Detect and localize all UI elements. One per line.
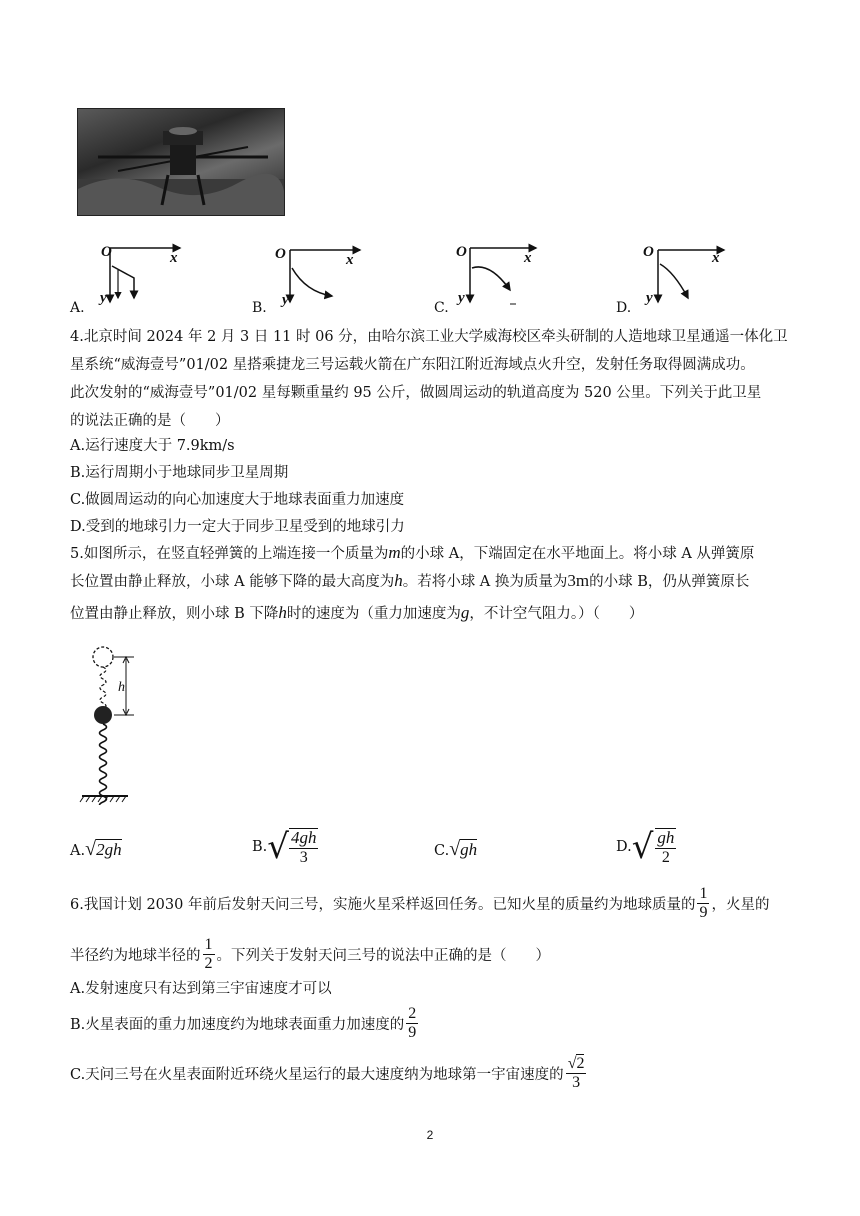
q5-text: 5.如图所示，在竖直轻弹簧的上端连接一个质量为 bbox=[70, 546, 389, 562]
q5-option-c[interactable] bbox=[434, 838, 477, 861]
graph-c-x: x bbox=[524, 250, 532, 266]
option-label: A. bbox=[70, 843, 86, 859]
graph-d-origin: O bbox=[643, 244, 654, 260]
spring-height-label: h bbox=[118, 680, 125, 695]
frac-den: 9 bbox=[699, 903, 708, 921]
q5-option-a-expr: 2gh bbox=[96, 840, 122, 859]
q3-option-d[interactable]: D. bbox=[616, 300, 632, 316]
frac-num bbox=[566, 1055, 587, 1074]
q4-option-c[interactable]: C.做圆周运动的向心加速度大于地球表面重力加速度 bbox=[70, 492, 405, 508]
q6-option-b-text: B.火星表面的重力加速度约为地球表面重力加速度的 bbox=[70, 1016, 405, 1033]
q5-option-c-expr: gh bbox=[460, 840, 478, 859]
graph-b-x: x bbox=[346, 252, 354, 268]
q6-option-a[interactable]: A.发射速度只有达到第三宇宙速度才可以 bbox=[70, 981, 332, 997]
q5-stem-line-3 bbox=[70, 602, 643, 623]
frac-den: 3 bbox=[299, 848, 308, 866]
q4-stem-line-2: 星系统“威海壹号”01/02 星搭乘捷龙三号运载火箭在广东阳江附近海域点火升空，发射任务取得圆满成功。 bbox=[70, 357, 755, 373]
frac-den: 2 bbox=[661, 848, 670, 866]
q6-text: 6.我国计划 2030 年前后发射天问三号，实施火星采样返回任务。已知火星的质量约为地球质量的 bbox=[70, 896, 696, 913]
q6-option-b[interactable] bbox=[70, 1005, 420, 1041]
page-number: 2 bbox=[426, 1128, 434, 1142]
q6-stem-line-2 bbox=[70, 936, 550, 972]
q5-text: ，不计空气阻力。）（ ） bbox=[469, 606, 644, 622]
spring-figure bbox=[78, 645, 158, 805]
sqrt-icon: √ bbox=[449, 838, 461, 860]
q6-text: 半径约为地球半径的 bbox=[70, 947, 201, 964]
q6-option-c-frac bbox=[566, 1055, 587, 1091]
q5-var-h: h bbox=[278, 603, 287, 622]
frac-num: 1 bbox=[204, 936, 213, 953]
frac-den: 3 bbox=[572, 1073, 581, 1091]
frac-den: 2 bbox=[204, 954, 213, 972]
q5-var-m: m bbox=[388, 543, 401, 562]
sqrt-icon: √ bbox=[267, 827, 289, 868]
q4-option-b[interactable]: B.运行周期小于地球同步卫星周期 bbox=[70, 465, 289, 481]
q4-option-a[interactable]: A.运行速度大于 7.9km/s bbox=[70, 438, 235, 454]
q4-stem-line-4: 的说法正确的是（ ） bbox=[70, 413, 230, 429]
graph-d-x: x bbox=[712, 250, 720, 266]
q5-text: 位置由静止释放，则小球 B 下降 bbox=[70, 606, 279, 622]
frac-num: 2 bbox=[408, 1005, 417, 1022]
graph-a-origin: O bbox=[101, 244, 112, 260]
q4-stem-line-1: 4.北京时间 2024 年 2 月 3 日 11 时 06 分，由哈尔滨工业大学威海校区牵头研制的人造地球卫星通遥一体化卫 bbox=[70, 329, 788, 345]
q5-stem-line-2 bbox=[70, 570, 749, 591]
option-label: B. bbox=[252, 839, 268, 856]
graph-b-origin: O bbox=[275, 246, 286, 262]
q6-option-c-text: C.天问三号在火星表面附近环绕火星运行的最大速度纳为地球第一宇宙速度的 bbox=[70, 1066, 564, 1083]
graph-d-y: y bbox=[646, 290, 653, 306]
option-label: D. bbox=[616, 839, 632, 856]
q3-option-a[interactable]: A. bbox=[70, 300, 85, 316]
q6-option-b-frac bbox=[406, 1005, 418, 1041]
frac-den: 9 bbox=[408, 1023, 417, 1041]
q6-text: ，火星的 bbox=[711, 896, 770, 913]
graph-b-y: y bbox=[282, 292, 289, 308]
graph-c-origin: O bbox=[456, 244, 467, 260]
q5-stem-line-1 bbox=[70, 542, 754, 563]
sqrt-arg: 2 bbox=[576, 1055, 585, 1072]
q6-option-c[interactable] bbox=[70, 1055, 588, 1091]
q5-text: 的小球 B，仍从弹簧原长 bbox=[589, 574, 750, 590]
q5-text: 的小球 A，下端固定在水平地面上。将小球 A 从弹簧原 bbox=[400, 546, 755, 562]
q6-stem-line-1 bbox=[70, 885, 769, 921]
q5-option-b[interactable] bbox=[252, 828, 320, 866]
frac-num: 4gh bbox=[290, 828, 317, 847]
q3-option-c[interactable]: C. bbox=[434, 300, 449, 316]
q5-var-g: g bbox=[460, 603, 470, 622]
q6-frac-radius bbox=[203, 936, 215, 972]
q5-option-d[interactable] bbox=[616, 828, 678, 866]
sqrt-icon: √ bbox=[631, 827, 654, 868]
q6-frac-mass bbox=[697, 885, 709, 921]
option-label: C. bbox=[434, 843, 450, 859]
graph-a-y: y bbox=[100, 290, 107, 306]
frac-num: 1 bbox=[699, 885, 708, 902]
sqrt-icon: √ bbox=[85, 838, 97, 860]
q5-option-b-frac bbox=[289, 828, 319, 866]
q4-stem-line-3: 此次发射的“威海壹号”01/02 星每颗重量约 95 公斤，做圆周运动的轨道高度为 520 公里。下列关于此卫星 bbox=[70, 385, 762, 401]
graph-c-y: y bbox=[458, 290, 465, 306]
q5-text: 。若将小球 A 换为质量为 bbox=[402, 574, 568, 590]
q5-option-a[interactable] bbox=[70, 838, 122, 861]
q5-text: 长位置由静止释放，小球 A 能够下降的最大高度为 bbox=[70, 574, 395, 590]
q5-var-h: h bbox=[394, 571, 403, 590]
q5-option-d-frac bbox=[655, 828, 676, 866]
frac-num: gh bbox=[657, 828, 675, 847]
q6-text: 。下列关于发射天问三号的说法中正确的是（ ） bbox=[216, 947, 550, 964]
drone-photo bbox=[77, 108, 285, 216]
q4-option-d[interactable]: D.受到的地球引力一定大于同步卫星受到的地球引力 bbox=[70, 519, 405, 535]
graph-a-x: x bbox=[170, 250, 178, 266]
q3-option-b[interactable]: B. bbox=[252, 300, 267, 316]
drone-illustration bbox=[78, 109, 284, 215]
sqrt-icon: √ bbox=[567, 1055, 577, 1072]
q5-text: 时的速度为（重力加速度为 bbox=[286, 606, 461, 622]
q5-var-3m: 3m bbox=[567, 571, 590, 590]
